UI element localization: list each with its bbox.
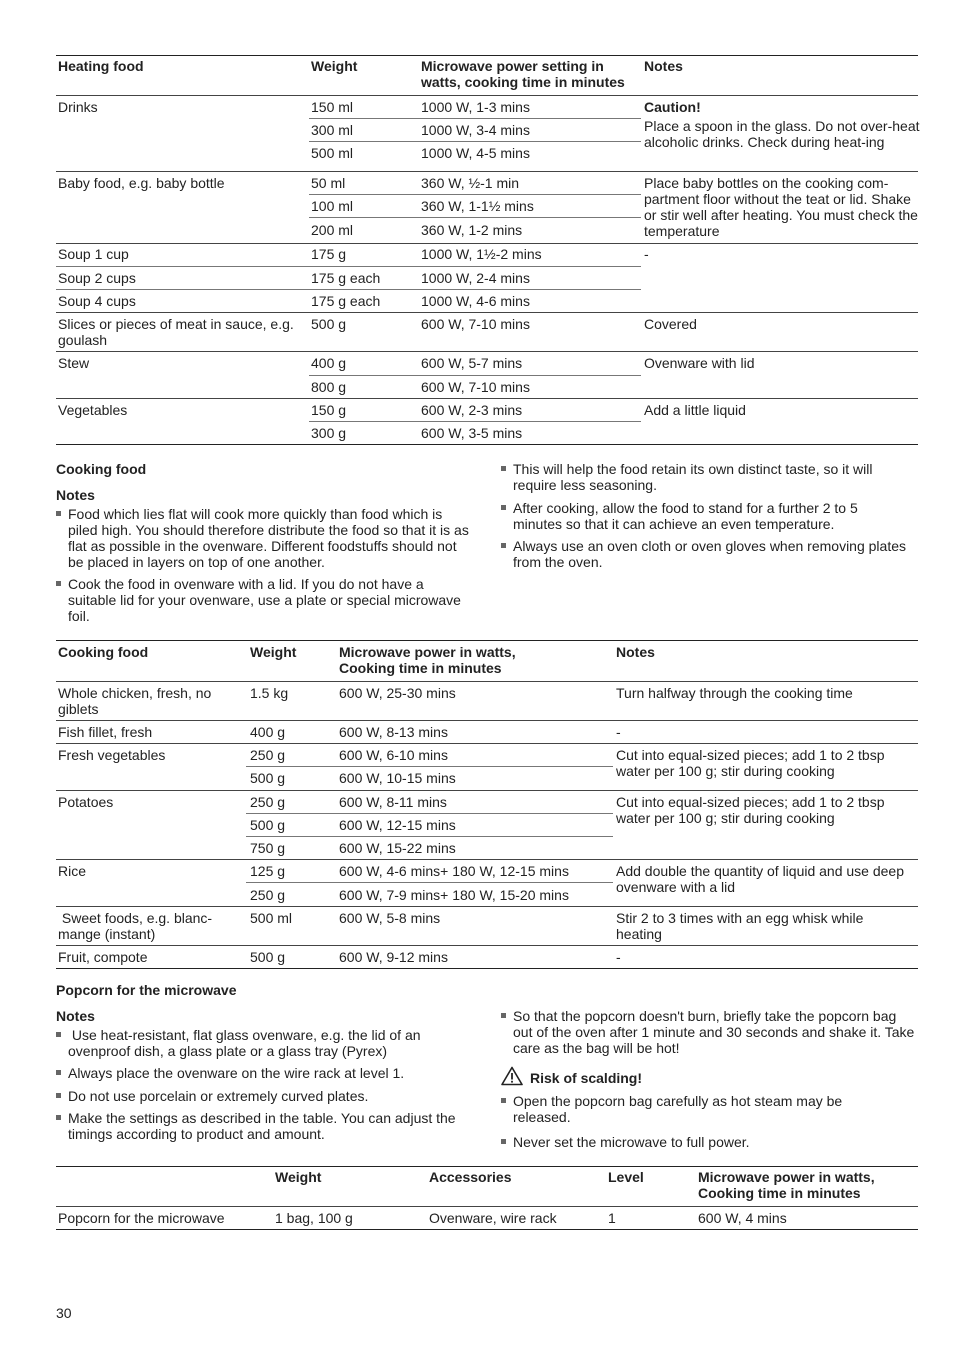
table2-header-weight: Weight	[250, 644, 297, 660]
table1-cell-power: 360 W, 1-2 mins	[421, 222, 523, 238]
table1-cell-food: Soup 2 cups	[58, 270, 136, 286]
table2-cell-notes: Add double the quantity of liquid and use deep ovenware with a lid	[616, 863, 905, 895]
caution-title: Caution!	[644, 99, 701, 115]
bullet-square-icon	[56, 1115, 61, 1120]
table2-cell-weight: 400 g	[250, 724, 286, 740]
table2-cell-food: Fish fillet, fresh	[58, 724, 153, 740]
table1-cell-power: 600 W, 7-10 mins	[421, 379, 530, 395]
table2-cell-power: 600 W, 5-8 mins	[339, 910, 441, 926]
list-item: So that the popcorn doesn't burn, briefly take the popcorn bag out of the oven after 1 minute and 30 seconds and shake it. Take care as the bag will be hot!	[501, 1008, 917, 1056]
table2-cell-power: 600 W, 7-9 mins+ 180 W, 15-20 mins	[339, 887, 569, 903]
bullet-square-icon	[56, 1032, 61, 1037]
list-item: This will help the food retain its own distinct taste, so it will require less seasoning.	[501, 461, 917, 493]
table2-cell-weight: 500 ml	[250, 910, 293, 926]
list-item: Do not use porcelain or extremely curved plates.	[56, 1088, 472, 1104]
table1-cell-power: 1000 W, 1½-2 mins	[421, 246, 542, 262]
list-item: Always place the ovenware on the wire rack at level 1.	[56, 1065, 472, 1081]
table2-cell-food: Whole chicken, fresh, no giblets	[58, 685, 212, 717]
table1-header-weight: Weight	[311, 58, 358, 74]
table2-cell-notes: Cut into equal-sized pieces; add 1 to 2 tbsp water per 100 g; stir during cooking	[616, 747, 885, 779]
bullet-square-icon	[56, 1093, 61, 1098]
page-number: 30	[56, 1305, 72, 1321]
warning-title: Risk of scalding!	[530, 1070, 643, 1086]
table1-cell-power: 600 W, 5-7 mins	[421, 355, 523, 371]
table2-cell-weight: 500 g	[250, 949, 286, 965]
bullet-square-icon	[501, 1139, 506, 1144]
table2-cell-weight: 750 g	[250, 840, 286, 856]
table3-header-power: Microwave power in watts, Cooking time in minutes	[698, 1169, 875, 1201]
list-item: Food which lies flat will cook more quickly than food which is piled high. You should therefore distribute the food so that it is as flat as possible in the ovenware. Different foodstuffs should not be placed in layers on top of one another.	[56, 506, 472, 570]
bullet-square-icon	[501, 1013, 506, 1018]
table1-cell-food: Soup 4 cups	[58, 293, 136, 309]
popcorn-notes-title: Notes	[56, 1008, 95, 1024]
table3-header-accessories: Accessories	[429, 1169, 512, 1185]
table2-cell-weight: 1.5 kg	[250, 685, 289, 701]
table2-header-food: Cooking food	[58, 644, 149, 660]
table1-header-food: Heating food	[58, 58, 144, 74]
table2-header-notes: Notes	[616, 644, 655, 660]
table1-cell-food: Slices or pieces of meat in sauce, e.g. goulash	[58, 316, 294, 348]
table3-cell-accessories: Ovenware, wire rack	[429, 1210, 557, 1226]
table1-cell-weight: 150 ml	[311, 99, 354, 115]
table1-note-baby: Place baby bottles on the cooking com-partment floor without the teat or lid. Shake or stir well after heating. You must check the temperature	[644, 175, 918, 239]
table2-cell-notes: Stir 2 to 3 times with an egg whisk while heating	[616, 910, 864, 942]
list-item: After cooking, allow the food to stand for a further 2 to 5 minutes so that it can achieve an even temperature.	[501, 500, 891, 532]
table3-cell-power: 600 W, 4 mins	[698, 1210, 787, 1226]
table1-cell-food: Vegetables	[58, 402, 128, 418]
table1-cell-food: Soup 1 cup	[58, 246, 129, 262]
table1-note-soup: -	[644, 246, 649, 262]
bullet-square-icon	[501, 543, 506, 548]
table1-cell-power: 1000 W, 1-3 mins	[421, 99, 530, 115]
table1-cell-food: Baby food, e.g. baby bottle	[58, 175, 225, 191]
table1-cell-power: 1000 W, 3-4 mins	[421, 122, 530, 138]
table1-cell-power: 1000 W, 4-5 mins	[421, 145, 530, 161]
table1-cell-weight: 200 ml	[311, 222, 354, 238]
table2-cell-weight: 250 g	[250, 794, 286, 810]
table2-cell-power: 600 W, 6-10 mins	[339, 747, 448, 763]
table1-cell-weight: 500 ml	[311, 145, 354, 161]
table2-cell-food: Rice	[58, 863, 87, 879]
list-item: Use heat-resistant, flat glass ovenware, e.g. the lid of an ovenproof dish, a glass plate or a glass tray (Pyrex)	[56, 1027, 472, 1059]
table1-cell-weight: 300 ml	[311, 122, 354, 138]
bullet-square-icon	[501, 1098, 506, 1103]
table1-note-stew: Ovenware with lid	[644, 355, 755, 371]
table1-cell-weight: 50 ml	[311, 175, 346, 191]
table1-cell-power: 360 W, 1-1½ mins	[421, 198, 534, 214]
table1-note-meat: Covered	[644, 316, 697, 332]
table2-cell-power: 600 W, 25-30 mins	[339, 685, 456, 701]
table2-cell-food: Fruit, compote	[58, 949, 148, 965]
table2-cell-food: Sweet foods, e.g. blanc-mange (instant)	[58, 910, 213, 942]
list-item: Make the settings as described in the table. You can adjust the timings according to product and amount.	[56, 1110, 472, 1142]
bullet-square-icon	[56, 511, 61, 516]
table1-cell-weight: 400 g	[311, 355, 347, 371]
table1-note-drinks: Place a spoon in the glass. Do not over-heat alcoholic drinks. Check during heat-ing	[644, 118, 920, 150]
list-item: Cook the food in ovenware with a lid. If you do not have a suitable lid for your ovenware, use a plate or special microwave foil.	[56, 576, 472, 624]
bullet-square-icon	[501, 466, 506, 471]
table2-header-power: Microwave power in watts, Cooking time in minutes	[339, 644, 516, 676]
table1-cell-weight: 300 g	[311, 425, 347, 441]
table2-cell-notes: Turn halfway through the cooking time	[616, 685, 853, 701]
table2-cell-weight: 250 g	[250, 747, 286, 763]
table2-cell-power: 600 W, 8-13 mins	[339, 724, 448, 740]
table2-cell-power: 600 W, 10-15 mins	[339, 770, 456, 786]
table1-cell-weight: 175 g each	[311, 293, 381, 309]
table1-cell-weight: 150 g	[311, 402, 347, 418]
table1-cell-food: Stew	[58, 355, 90, 371]
table2-cell-notes: Cut into equal-sized pieces; add 1 to 2 tbsp water per 100 g; stir during cooking	[616, 794, 885, 826]
table2-cell-power: 600 W, 12-15 mins	[339, 817, 456, 833]
bullet-square-icon	[56, 581, 61, 586]
table2-cell-power: 600 W, 15-22 mins	[339, 840, 456, 856]
bullet-square-icon	[501, 505, 506, 510]
table3-header-weight: Weight	[275, 1169, 322, 1185]
table1-cell-weight: 175 g each	[311, 270, 381, 286]
popcorn-section-title: Popcorn for the microwave	[56, 982, 237, 998]
table2-cell-food: Fresh vegetables	[58, 747, 166, 763]
table1-cell-food: Drinks	[58, 99, 98, 115]
table1-cell-weight: 800 g	[311, 379, 347, 395]
table2-cell-weight: 500 g	[250, 770, 286, 786]
warning-triangle-icon	[501, 1066, 523, 1086]
table3-cell-level: 1	[608, 1210, 616, 1226]
table1-cell-power: 1000 W, 4-6 mins	[421, 293, 530, 309]
table3-cell-food: Popcorn for the microwave	[58, 1210, 225, 1226]
table1-header-notes: Notes	[644, 58, 683, 74]
table1-cell-power: 600 W, 7-10 mins	[421, 316, 530, 332]
table1-cell-power: 1000 W, 2-4 mins	[421, 270, 530, 286]
list-item: Always use an oven cloth or oven gloves when removing plates from the oven.	[501, 538, 917, 570]
cooking-section-title: Cooking food	[56, 461, 147, 477]
table1-cell-power: 600 W, 2-3 mins	[421, 402, 523, 418]
table2-cell-weight: 125 g	[250, 863, 286, 879]
table2-cell-power: 600 W, 9-12 mins	[339, 949, 448, 965]
table2-cell-food: Potatoes	[58, 794, 114, 810]
bullet-square-icon	[56, 1070, 61, 1075]
table2-cell-notes: -	[616, 724, 621, 740]
table3-cell-weight: 1 bag, 100 g	[275, 1210, 353, 1226]
table1-cell-weight: 100 ml	[311, 198, 354, 214]
table2-cell-power: 600 W, 8-11 mins	[339, 794, 447, 810]
table1-note-veg: Add a little liquid	[644, 402, 746, 418]
table1-cell-power: 360 W, ½-1 min	[421, 175, 520, 191]
table2-cell-weight: 500 g	[250, 817, 286, 833]
table2-cell-power: 600 W, 4-6 mins+ 180 W, 12-15 mins	[339, 863, 569, 879]
cooking-notes-title: Notes	[56, 487, 95, 503]
list-item: Open the popcorn bag carefully as hot steam may be released.	[501, 1093, 891, 1125]
table2-cell-notes: -	[616, 949, 621, 965]
list-item: Never set the microwave to full power.	[501, 1134, 917, 1150]
table1-cell-weight: 500 g	[311, 316, 347, 332]
table1-header-power: Microwave power setting in watts, cooking time in minutes	[421, 58, 625, 90]
table3-header-level: Level	[608, 1169, 644, 1185]
table2-cell-weight: 250 g	[250, 887, 286, 903]
table1-cell-power: 600 W, 3-5 mins	[421, 425, 523, 441]
table1-cell-weight: 175 g	[311, 246, 347, 262]
